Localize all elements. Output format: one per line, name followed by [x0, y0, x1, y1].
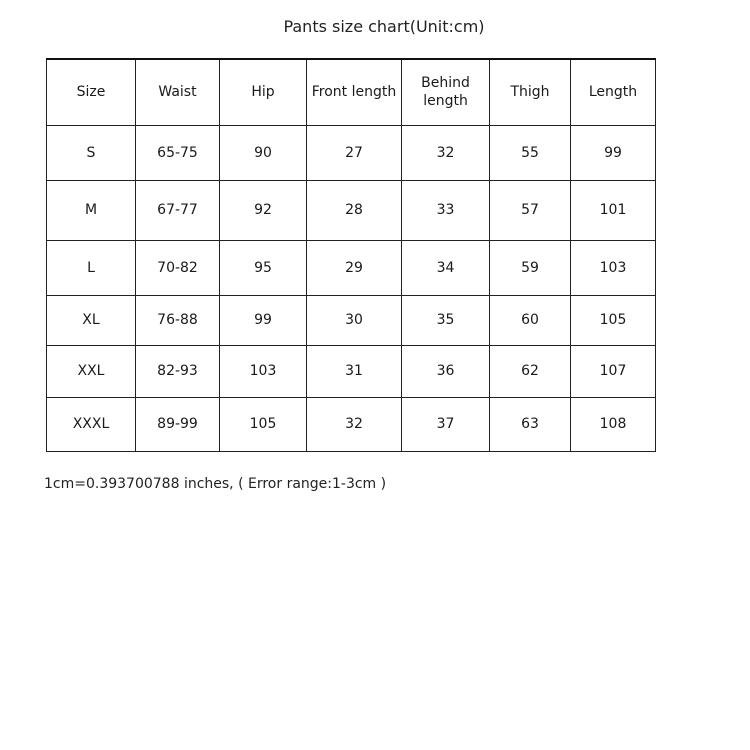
cell-hip: 95 — [220, 240, 307, 295]
cell-length: 99 — [571, 125, 656, 180]
cell-front-length: 29 — [307, 240, 402, 295]
cell-size: XL — [47, 295, 136, 345]
header-behind-length: Behind length — [402, 59, 490, 125]
table-row — [47, 397, 656, 451]
cell-front-length: 27 — [307, 125, 402, 180]
cell-length: 103 — [571, 240, 656, 295]
cell-waist: 70-82 — [136, 240, 220, 295]
cell-hip: 99 — [220, 295, 307, 345]
cell-length: 107 — [571, 345, 656, 397]
cell-front-length: 28 — [307, 180, 402, 240]
table-row — [47, 180, 656, 240]
header-thigh: Thigh — [490, 59, 571, 125]
cell-thigh: 59 — [490, 240, 571, 295]
cell-size: L — [47, 240, 136, 295]
table-row — [47, 295, 656, 345]
conversion-note: 1cm=0.393700788 inches, ( Error range:1-3cm ) — [44, 476, 387, 492]
cell-waist: 76-88 — [136, 295, 220, 345]
table-row — [47, 345, 656, 397]
cell-size: XXL — [47, 345, 136, 397]
header-row — [47, 59, 656, 125]
cell-hip: 103 — [220, 345, 307, 397]
header-length: Length — [571, 59, 656, 125]
header-size: Size — [47, 59, 136, 125]
cell-size: S — [47, 125, 136, 180]
cell-behind-length: 33 — [402, 180, 490, 240]
cell-front-length: 31 — [307, 345, 402, 397]
cell-length: 105 — [571, 295, 656, 345]
cell-front-length: 32 — [307, 397, 402, 451]
cell-hip: 90 — [220, 125, 307, 180]
cell-hip: 92 — [220, 180, 307, 240]
cell-size: M — [47, 180, 136, 240]
cell-thigh: 63 — [490, 397, 571, 451]
cell-length: 101 — [571, 180, 656, 240]
cell-thigh: 62 — [490, 345, 571, 397]
table-row — [47, 240, 656, 295]
cell-behind-length: 35 — [402, 295, 490, 345]
cell-behind-length: 34 — [402, 240, 490, 295]
cell-thigh: 57 — [490, 180, 571, 240]
chart-title: Pants size chart(Unit:cm) — [283, 17, 485, 36]
cell-behind-length: 36 — [402, 345, 490, 397]
cell-thigh: 60 — [490, 295, 571, 345]
cell-waist: 65-75 — [136, 125, 220, 180]
cell-waist: 82-93 — [136, 345, 220, 397]
header-hip: Hip — [220, 59, 307, 125]
table-row — [47, 125, 656, 180]
size-table — [46, 58, 656, 452]
cell-front-length: 30 — [307, 295, 402, 345]
cell-waist: 67-77 — [136, 180, 220, 240]
cell-waist: 89-99 — [136, 397, 220, 451]
cell-behind-length: 32 — [402, 125, 490, 180]
header-waist: Waist — [136, 59, 220, 125]
cell-size: XXXL — [47, 397, 136, 451]
cell-hip: 105 — [220, 397, 307, 451]
cell-thigh: 55 — [490, 125, 571, 180]
cell-behind-length: 37 — [402, 397, 490, 451]
header-front-length: Front length — [307, 59, 402, 125]
cell-length: 108 — [571, 397, 656, 451]
